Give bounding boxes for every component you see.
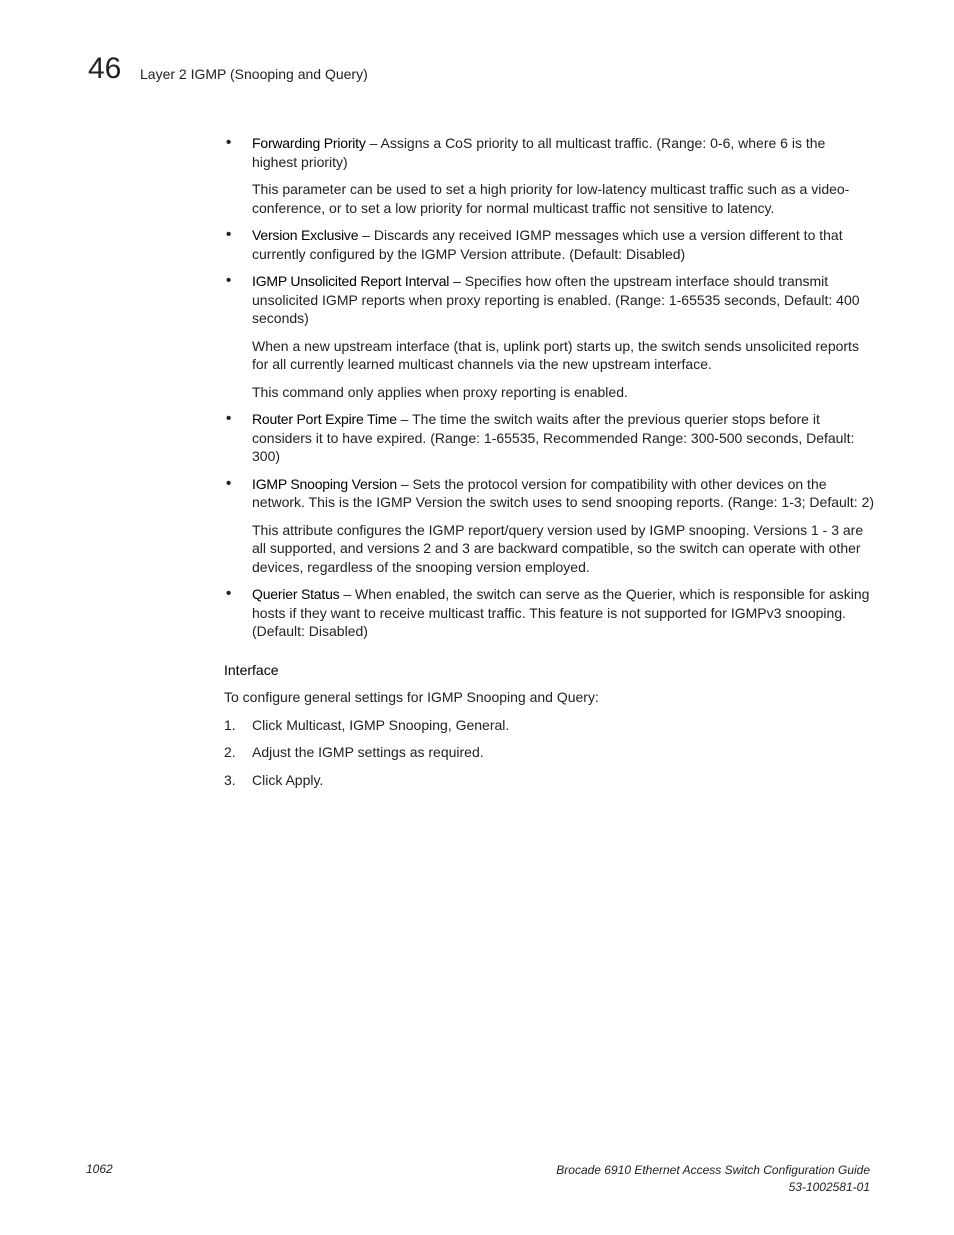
parameter-item: [224, 475, 874, 512]
step-list: [224, 716, 874, 790]
step-text: Click Apply.: [252, 771, 324, 788]
parameter-list: [224, 134, 874, 641]
bullet-icon: •: [226, 226, 232, 243]
parameter-item: [224, 134, 874, 171]
parameter-term: Querier Status: [252, 586, 340, 602]
parameter-item: [224, 226, 874, 263]
interface-intro: To configure general settings for IGMP Snooping and Query:: [224, 689, 599, 705]
parameter-term: IGMP Unsolicited Report Interval: [252, 273, 450, 289]
parameter-note: This attribute configures the IGMP report/query version used by IGMP snooping. Versions 1 - 3 are all supported, and versions 2 and 3 are backward compatible, so the switch can operate with other devices, regardless of the snooping version employed.: [252, 521, 864, 575]
parameter-term: Version Exclusive: [252, 227, 359, 243]
parameter-description: – Sets the protocol version for compatibility with other devices on the network. This is the IGMP Version the switch uses to send snooping reports. (Range: 1-3; Default: 2): [252, 475, 875, 510]
step-number: 3.: [224, 771, 236, 788]
doc-number: 53-1002581-01: [788, 1180, 870, 1194]
parameter-term: Router Port Expire Time: [252, 411, 397, 427]
parameter-item: [224, 272, 874, 328]
step-text: Adjust the IGMP settings as required.: [252, 744, 484, 760]
bullet-icon: •: [226, 410, 232, 427]
step-number: 1.: [224, 716, 236, 733]
parameter-item: [224, 410, 874, 466]
section-heading-interface: Interface: [224, 661, 279, 678]
parameter-description: – When enabled, the switch can serve as the Querier, which is responsible for asking hosts if they want to receive multicast traffic. This feature is not supported for IGMPv3 snooping. (Default: Disabled): [252, 586, 870, 639]
procedure-step: [224, 743, 874, 762]
bullet-icon: •: [226, 585, 232, 602]
doc-title: Brocade 6910 Ethernet Access Switch Configuration Guide: [556, 1163, 870, 1177]
bullet-icon: •: [226, 474, 232, 492]
parameter-term: Forwarding Priority: [252, 135, 366, 151]
page-number: 1062: [86, 1162, 113, 1176]
parameter-description: – Discards any received IGMP messages which use a version different to that currently configured by the IGMP Version attribute. (Default: Disabled): [252, 227, 843, 262]
chapter-title: Layer 2 IGMP (Snooping and Query): [140, 66, 368, 82]
parameter-item: [224, 585, 874, 641]
parameter-note: This command only applies when proxy reporting is enabled.: [252, 383, 628, 400]
parameter-term: IGMP Snooping Version: [252, 475, 397, 492]
procedure-step: [224, 716, 874, 735]
parameter-note: When a new upstream interface (that is, uplink port) starts up, the switch sends unsolicited reports for all currently learned multicast channels via the new upstream interface.: [252, 337, 859, 372]
page-content: [224, 134, 874, 798]
parameter-description: – Specifies how often the upstream interface should transmit unsolicited IGMP reports when proxy reporting is enabled. (Range: 1-65535 seconds, Default: 400 seconds): [252, 273, 860, 326]
bullet-icon: •: [226, 134, 232, 151]
parameter-description: – The time the switch waits after the previous querier stops before it considers it to have expired. (Range: 1-65535, Recommended Range: 300-500 seconds, Default: 300): [252, 411, 855, 464]
step-text: Click Multicast, IGMP Snooping, General.: [252, 716, 510, 733]
parameter-note: This parameter can be used to set a high priority for low-latency multicast traffic such as a video-conference, or to set a low priority for normal multicast traffic not sensitive to latency.: [252, 181, 850, 216]
chapter-number: 46: [88, 52, 122, 85]
step-number: 2.: [224, 744, 236, 760]
procedure-step: [224, 771, 874, 790]
footer-doc-info: [556, 1162, 870, 1196]
bullet-icon: •: [226, 272, 232, 289]
parameter-description: – Assigns a CoS priority to all multicast traffic. (Range: 0-6, where 6 is the highest priority): [252, 135, 826, 170]
